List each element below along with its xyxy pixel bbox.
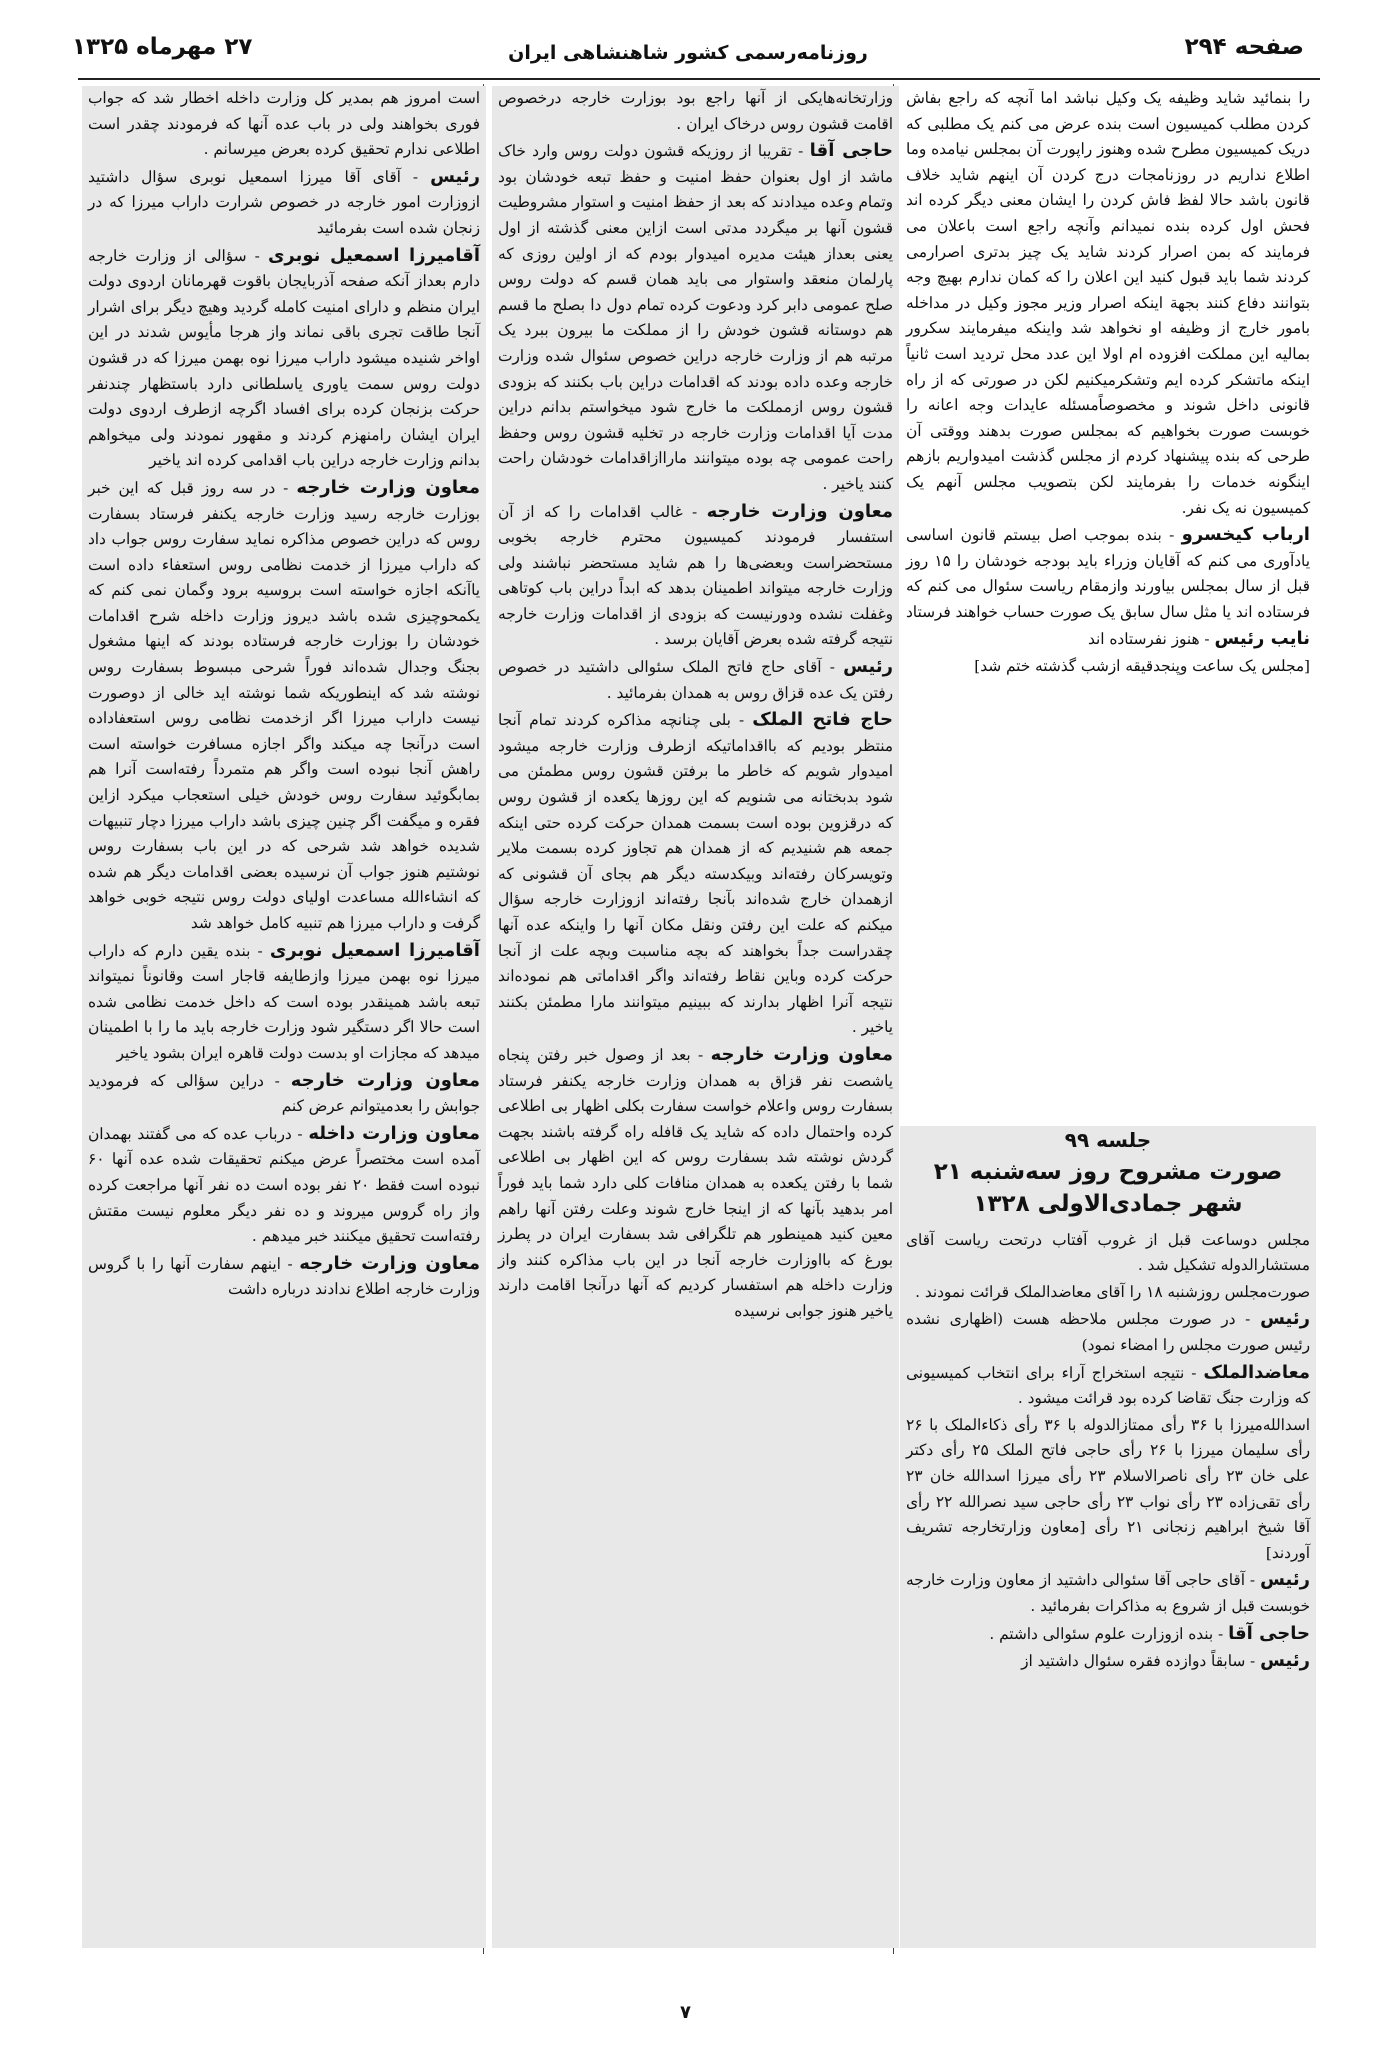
session-closing: [مجلس یک ساعت وپنجدقیقه ازشب گذشته ختم شد]: [974, 657, 1310, 676]
column-left: [82, 86, 486, 1948]
paragraph: وزارتخانه‌هایکی از آنها راجع بود بوزارت خارجه درخصوص اقامت قشون روس درخاک ایران .: [498, 89, 893, 133]
paragraph: مجلس دوساعت قبل از غروب آفتاب درتحت ریاست آقای مستشارالدوله تشکیل شد .: [906, 1230, 1310, 1275]
speaker-name: رئیس: [430, 165, 480, 187]
speaker-name: معاون وزارت خارجه: [296, 476, 480, 498]
speech-text: - آقای حاج فاتح الملک سئوالی داشتید در خصوص رفتن یک عده قزاق روس به همدان بفرمائید .: [498, 658, 893, 702]
speech: [498, 707, 893, 1041]
speech: [906, 1360, 1310, 1412]
speech-text: - هنوز نفرستاده اند: [1087, 630, 1210, 649]
page-number-footer: ۷: [680, 2002, 691, 2023]
speech: [88, 475, 480, 937]
speech-text: - بنده بموجب اصل بیستم قانون اساسی یادآوری می کنم که آقایان وزراء باید بودجه خودشان را ۱۵ روز قبل از سال بمجلس بیاورند وازمقام ریاست سئوال می کنم که فرستاده اند یا مثل سال سابق یک صورت حساب خواهند فرستاد: [905, 526, 1310, 621]
speaker-name: آقامیرزا اسمعیل نوبری: [269, 939, 480, 961]
speaker-name: رئیس: [843, 656, 893, 678]
newspaper-title: روزنامه‌رسمی کشور شاهنشاهی ایران: [508, 42, 868, 64]
speech: [498, 654, 893, 706]
speech: [88, 243, 480, 474]
speech-text: - بلی چنانچه مذاکره کردند تمام آنجا منتظر بودیم که بااقداماتیکه ازطرف وزارت خارجه میشود امیدوار شویم که خاطر ما برفتن قشون روس مطمئن می شود بدبختانه می شنویم که این روزها یکعده از قشون روس که درقزوین بوده است بسمت همدان حرکت کرده حتی اینکه جمعه هم شنیدیم که از همدان هم تجاوز کرده بسمت ملایر وتویسرکان رفته‌اند وبیکدسته دیگر هم بجای آن قشونی که ازهمدان خارج شده‌اند بآنجا رفته‌اند ازوزارت خارجه سؤال میکنم که علت این رفتن ونقل مکان آنها را واینکه عده آنها چقدراست جداً بخواهند که بچه مناسبت وبچه علت از آنجا حرکت کرده وباین نقاط رفته‌اند واگر اقداماتی هم نموده‌اند نتیجه آنرا اظهار بدارند که ببینیم میتوانند مارا مطمئن بکنند یاخیر .: [498, 711, 893, 1037]
speech-text: - آقای آقا میرزا اسمعیل نوبری سؤال داشتید ازوزارت امور خارجه در خصوص شرارت داراب میرزا که در زنجان شده است بفرمائید: [88, 167, 480, 237]
speaker-name: رئیس: [1260, 1650, 1310, 1672]
speech-text: - سؤالی از وزارت خارجه دارم بعداز آنکه صفحه آذربایجان باقوت قهرمانان اردوی دولت ایران منظم و دارای امنیت کامله گردید وهیچ دیگر برای اشرار آنجا طاقت تجری باقی نماند واز هرجا مأیوس شدند در این اواخر شنیده میشود داراب میرزا نوه بهمن میرزا که در قشون دولت روس سمت یاوری یاسلطانی دارد باستظهار چندنفر حرکت بزنجان کرده برای افساد اگرچه ازطرف اردوی دولت ایران ایشان رامنهزم کردند و مقهور نمودند ولی میخواهم بدانم وزارت خارجه دراین باب اقدامی کرده اند یاخیر: [88, 246, 480, 470]
speaker-name: آقامیرزا اسمعیل نوبری: [267, 244, 480, 266]
speaker-name: نایب رئیس: [1214, 628, 1310, 650]
paragraph: صورت‌مجلس روزشنبه ۱۸ را آقای معاضدالملک قرائت نمودند .: [915, 1282, 1310, 1301]
speaker-name: حاج فاتح الملک: [752, 709, 893, 731]
speech: [498, 1042, 893, 1325]
speaker-name: رئیس: [1260, 1308, 1310, 1330]
speech: [906, 626, 1310, 653]
speech: [88, 164, 480, 242]
speech: [906, 1567, 1310, 1619]
session-heading: صورت مشروح روز سه‌شنبه ۲۱ شهر جمادی‌الاولی ۱۳۲۸: [933, 1158, 1283, 1217]
speaker-name: معاون وزارت خارجه: [299, 1252, 480, 1274]
speech: [88, 1068, 480, 1120]
speech: [88, 1121, 480, 1250]
speech: [906, 1306, 1310, 1358]
speech-text: - آقای حاجی آقا سئوالی داشتید از معاون وزارت خارجه خوبست قبل از شروع به مذاکرات بفرمائید .: [906, 1571, 1310, 1615]
speaker-name: حاجی آقا: [1228, 1622, 1310, 1644]
speech-text: - بنده یقین دارم که داراب میرزا نوه بهمن میرزا وازطایفه قاجار است وقانوناً نمیتواند تبعه باشد همینقدر بوده است که داخل خدمت نظامی شده است حالا اگر دستگیر شود وزارت خارجه باید ما را با اطمینان میدهد که مجازات او بدست دولت قاهره ایران بشود یاخیر: [88, 941, 480, 1062]
speech: [498, 138, 893, 497]
speech-text: - در سه روز قبل که این خبر بوزارت خارجه رسید وزارت خارجه یکنفر فرستاد بسفارت روس که دراین خصوص مذاکره نماید سفارت روس جواب داد که داراب میرزا از خدمت نظامی روس استعفاء داده است یاآنکه اجازه خواسته است بروسیه برود وگمان نمی کنم که یکمحوچیزی شده باشد دیروز وزارت داخله شرح اقدامات خودشان را بوزارت خارجه فرستاده بودند که اینها مشغول بجنگ وجدال شده‌اند فوراً شرحی مبسوط بسفارت روس نوشته شد که اینطوریکه شما نوشته اید خالی از دوصورت نیست داراب میرزا اگر ازخدمت نظامی روس استعفاداده است درآنجا چه میکند واگر اجازه مسافرت خواسته است راهش آنجا نبوده است واگر هم متمرداً رفته‌است آنرا هم بمابگوئید سفارت روس خودش خیلی استعجاب میکرد ازاین فقره و میگفت اگر چنین چیزی باشد داراب میرزا دچار تنبیهات شدیده خواهد شد شرحی که در این باب بسفارت روس نوشتیم هنوز جواب آن نرسیده بعضی اقدامات دیگر هم شده که انشاءالله مساعدت اولیای دولت روس نتیجه خوبی خواهد گرفت و داراب میرزا هم تنبیه کامل خواهد شد: [88, 478, 480, 932]
speech-text: - بنده ازوزارت علوم سئوالی داشتم .: [989, 1624, 1224, 1643]
speech-text: - غالب اقدامات را که از آن استفسار فرمودند کمیسیون محترم خارجه بخوبی مستحضراست وبعضی‌ها را هم شاید مستحضر نباشند ولی وزارت خارجه میتواند اطمینان بدهد که ابداً دراین باب کوتاهی وغفلت نشده ودورنیست که بزودی از اقدامات وزارت خارجه نتیجه گرفته شده بعرض آقایان برسد .: [498, 502, 893, 649]
speech-text: - اینهم سفارت آنها را با گروس وزارت خارجه اطلاع ندادند درباره داشت: [88, 1254, 480, 1299]
vote-results: اسدالله‌میرزا با ۳۶ رأی ممتازالدوله با ۳۶ رأی ذکاءالملک با ۲۶ رأی سلیمان میرزا با ۲۶ رأی حاجی فاتح الملک ۲۵ رأی دکتر علی خان ۲۳ رأی ناصرالاسلام ۲۳ رأی میرزا اسدالله خان ۲۳ رأی تقی‌زاده ۲۳ رأی نواب ۲۳ رأی حاجی سید نصرالله ۲۲ رأی آقا شیخ ابراهیم زنجانی ۲۱ رأی [معاون وزارتخارجه تشریف آوردند]: [906, 1415, 1310, 1562]
speaker-name: ارباب کیخسرو: [1181, 524, 1310, 546]
page-header: [60, 28, 1316, 68]
speech: [906, 1648, 1310, 1675]
speaker-name: حاجی آقا: [809, 140, 893, 162]
session-number: جلسه ۹۹: [1064, 1128, 1152, 1152]
speech-text: - بعد از وصول خبر رفتن پنجاه یاشصت نفر قزاق به همدان وزارت خارجه یکنفر فرستاد بسفارت روس واعلام خواست سفارت بکلی اظهار بی اطلاعی کرده واحتمال داده که شاید یک قافله راه گرفته باشند بجهت گردش نوشته شد بسفارت روس که این اظهار بی اطلاعی شما با رفتن یکعده به همدان منافات کلی دارد شما باید فوراً امر بدهید بآنها که از اینجا خارج شوند وعلت رفتن آنها راهم معین کنید همینطور هم تلگرافی شد بسفارت ایران در پطرز بورغ که بااوزارت خارجه آنجا در این باب مذاکره کنند واز وزارت داخله هم استفسار کردیم که آنها درآنجا اقامت دارند یاخیر هنوز جوابی نرسیده: [498, 1045, 893, 1320]
speaker-name: معاضدالملک: [1203, 1361, 1310, 1383]
column-right: [900, 86, 1316, 1126]
speech-text: - در صورت مجلس ملاحظه هست (اظهاری نشده رئیس صورت مجلس را امضاء نمود): [906, 1310, 1310, 1354]
speech: [498, 499, 893, 654]
speaker-name: معاون وزارت خارجه: [710, 1043, 893, 1065]
speaker-name: معاون وزارت خارجه: [706, 500, 893, 522]
paragraph: را بنمائید شاید وظیفه یک وکیل نباشد اما آنچه که راجع بفاش کردن مطلب کمیسیون است بنده عرض می کنم یک مطلبی که دریک کمیسیون مطرح شده وهنوز راپورت آن بمجلس نیامده وما اطلاع نداریم در روزنامجات درج کردن آن اینهم شاید خلاف قانون باشد حالا لفظ فاش کردن را ایشان معنی دیگر کرده اند فحش اول کرده بنده نمیدانم وآنچه راجع است باعلان می فرمایند که بمن اصرار کردند شاید یک چیز بدتری اصرارمی کردند شما باید قبول کنید این اعلان را که کمان ندارم بهیچ وجه بتوانند دفاع کنند بجهة اینکه اصرار وزیر مجوز وکیل در مداخله بامور خارج از وظیفه او نخواهد شد واینکه میفرمایند سکرور بمالیه این مملکت افزوده ام اولا این عدد محل تردید است ثانیاً اینکه ماتشکر کرده ایم وتشکرمیکنیم لکن در صورتی که از راه قانونی داخل شوند و مخصوصاًمسئله عایدات وجه اعانه را خوبست صورت بخواهیم که بمجلس صورت بدهند ووقتی آن طرحی که بنده پیشنهاد کردم از مجلس گذشت امیدواریم بازهم اینگونه خدمات را بفرمایند لکن بتصویب مجلس آنهم یک کمیسیون نه یک نفر.: [906, 89, 1310, 517]
column-right-session: [900, 1126, 1316, 1948]
speech-text: - دراین سؤالی که فرمودید جوابش را بعدمیتوانم عرض کنم: [88, 1071, 480, 1116]
speaker-name: معاون وزارت خارجه: [290, 1069, 480, 1091]
speech-text: - سابقاً دوازده فقره سئوال داشتید از: [1021, 1652, 1256, 1671]
speaker-name: رئیس: [1260, 1569, 1310, 1591]
column-middle: [492, 86, 899, 1948]
header-rule: [78, 78, 1320, 80]
paragraph: است امروز هم بمدیر کل وزارت داخله اخطار شد که جواب فوری بخواهند ولی در باب عده آنها که فرمودند چقدر است اطلاعی ندارم تحقیق کرده بعرض میرسانم .: [88, 89, 480, 159]
speech-text: - درباب عده که می گفتند بهمدان آمده است مختصراً عرض میکنم تحقیقات شده عده آنها ۶۰ نبوده است فقط ۲۰ نفر بوده است ده نفر آنها مراجعت کرده واز راه گروس میروند و ده نفر دیگر معلوم نیست مقتش رفته‌است تحقیق میکنند خبر میدهم .: [88, 1124, 480, 1246]
issue-date: ۲۷ مهرماه ۱۳۲۵: [72, 34, 253, 60]
speech-text: - تقریبا از روزیکه قشون دولت روس وارد خاک ماشد از اول بعنوان حفظ امنیت و حفظ تبعه خودشان بود وتمام وعده میدادند که بعد از حفظ امنیت و استوار مشروطیت قشون آنها بر میگردد مدتی است ازاین معنی گذشته از اول یعنی بعداز هیئت مدیره امیدوار بودم که از اولین روزی که پارلمان منعقد واستوار می باید همان قسم که دولت روس صلح عمومی دابر کرد ودعوت کرده تمام دول دا بصلح ما قسم هم دوستانه قشون خودش را از مملکت ما بیرون ببرد یک مرتبه هم از وزارت خارجه دراین خصوص سئوال شده وزارت خارجه وعده داده بودند که اقدامات دراین باب بکنند که بزودی قشون روس ازمملکت ما خارج شود میخواستم بدانم دراین مدت آیا اقدامات وزارت خارجه در تخلیه قشون روس وحفظ راحت عمومی چه بوده میتوانند ماراازاقدامات خودشان راحت کنند یاخیر .: [498, 142, 893, 493]
page-number-header: صفحه ۲۹۴: [1184, 34, 1304, 60]
speaker-name: معاون وزارت داخله: [308, 1122, 480, 1144]
speech: [88, 1251, 480, 1303]
speech: [906, 1621, 1310, 1648]
speech: [88, 938, 480, 1067]
speech-text: - نتیجه استخراج آراء برای انتخاب کمیسیونی که وزارت جنگ تقاضا کرده بود قرائت میشود .: [906, 1363, 1310, 1408]
speech: [906, 522, 1310, 625]
